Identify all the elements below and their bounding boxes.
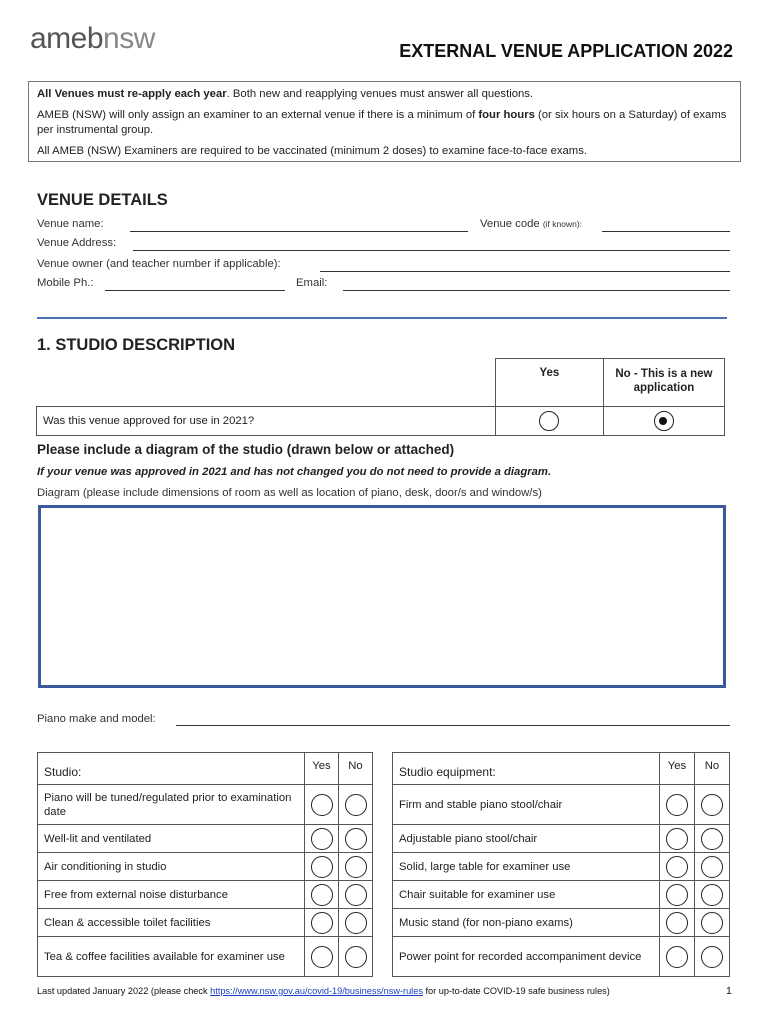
- equipment-no-cell: [695, 853, 730, 881]
- intro-line-3: All AMEB (NSW) Examiners are required to be vaccinated (minimum 2 doses) to examine face-to-face exams.: [37, 145, 587, 157]
- studio-row: [38, 881, 373, 909]
- section-divider: [37, 317, 727, 319]
- email-label: Email:: [296, 277, 328, 289]
- venue-code-text: Venue code: [480, 218, 540, 230]
- equipment-yes-radio[interactable]: [666, 794, 688, 816]
- covid-rules-link[interactable]: https://www.nsw.gov.au/covid-19/business/nsw-rules: [210, 986, 423, 996]
- studio-no-radio[interactable]: [345, 946, 367, 968]
- studio-yes-cell: [305, 937, 339, 977]
- page-title: EXTERNAL VENUE APPLICATION 2022: [399, 41, 733, 61]
- equipment-no-cell: [695, 825, 730, 853]
- equipment-yes-radio[interactable]: [666, 912, 688, 934]
- equipment-no-cell: [695, 881, 730, 909]
- venue-owner-label: Venue owner (and teacher number if applicable):: [37, 258, 281, 270]
- approval-question: Was this venue approved for use in 2021?: [37, 407, 496, 436]
- equipment-no-radio[interactable]: [701, 884, 723, 906]
- equipment-item-label: Firm and stable piano stool/chair: [393, 785, 660, 825]
- venue-address-label: Venue Address:: [37, 237, 117, 249]
- venue-name-label: Venue name:: [37, 218, 104, 230]
- intro-line-2-a: AMEB (NSW) will only assign an examiner to an external venue if there is a minimum of: [37, 109, 479, 121]
- equipment-no-header: No: [695, 753, 730, 785]
- equipment-row: [393, 909, 730, 937]
- equipment-item-label: Power point for recorded accompaniment device: [393, 937, 660, 977]
- studio-row: [38, 785, 373, 825]
- studio-no-radio[interactable]: [345, 856, 367, 878]
- studio-checklist-title: Studio:: [38, 753, 305, 785]
- email-field[interactable]: [343, 290, 730, 291]
- approval-no-radio[interactable]: [654, 411, 674, 431]
- studio-no-cell: [339, 881, 373, 909]
- studio-description-heading: 1. STUDIO DESCRIPTION: [37, 336, 236, 354]
- equipment-no-radio[interactable]: [701, 794, 723, 816]
- approval-yes-cell: [495, 407, 603, 436]
- studio-item-label: Well-lit and ventilated: [38, 825, 305, 853]
- equipment-row: [393, 785, 730, 825]
- mobile-label: Mobile Ph.:: [37, 277, 94, 289]
- studio-no-radio[interactable]: [345, 828, 367, 850]
- equipment-yes-cell: [660, 853, 695, 881]
- studio-yes-cell: [305, 881, 339, 909]
- studio-item-label: Air conditioning in studio: [38, 853, 305, 881]
- venue-name-field[interactable]: [130, 231, 468, 232]
- equipment-item-label: Adjustable piano stool/chair: [393, 825, 660, 853]
- studio-no-radio[interactable]: [345, 884, 367, 906]
- logo-ameb: ameb: [30, 22, 104, 55]
- equipment-no-radio[interactable]: [701, 828, 723, 850]
- equipment-yes-cell: [660, 881, 695, 909]
- equipment-yes-radio[interactable]: [666, 946, 688, 968]
- approval-yes-radio[interactable]: [539, 411, 559, 431]
- intro-four-hours: four hours: [478, 109, 535, 121]
- studio-item-label: Free from external noise disturbance: [38, 881, 305, 909]
- page-number: 1: [726, 985, 732, 997]
- logo-nsw: nsw: [103, 22, 155, 55]
- equipment-yes-header: Yes: [660, 753, 695, 785]
- equipment-row: [393, 937, 730, 977]
- studio-yes-cell: [305, 785, 339, 825]
- diagram-drawing-area[interactable]: [38, 505, 726, 688]
- equipment-yes-cell: [660, 785, 695, 825]
- venue-code-field[interactable]: [602, 231, 730, 232]
- equipment-no-radio[interactable]: [701, 856, 723, 878]
- studio-yes-radio[interactable]: [311, 856, 333, 878]
- studio-no-radio[interactable]: [345, 794, 367, 816]
- col-yes-header: Yes: [495, 359, 603, 407]
- studio-no-cell: [339, 937, 373, 977]
- equipment-yes-cell: [660, 825, 695, 853]
- mobile-field[interactable]: [105, 290, 285, 291]
- studio-yes-radio[interactable]: [311, 884, 333, 906]
- studio-checklist: [37, 752, 373, 977]
- equipment-yes-radio[interactable]: [666, 828, 688, 850]
- studio-row: [38, 825, 373, 853]
- approval-table: [36, 358, 725, 436]
- venue-code-label: [480, 218, 582, 230]
- approval-table-blank: [37, 359, 496, 407]
- equipment-no-cell: [695, 909, 730, 937]
- venue-address-field[interactable]: [133, 250, 730, 251]
- studio-item-label: Piano will be tuned/regulated prior to examination date: [38, 785, 305, 825]
- equipment-row: [393, 853, 730, 881]
- equipment-no-radio[interactable]: [701, 946, 723, 968]
- venue-details-heading: VENUE DETAILS: [37, 191, 168, 209]
- venue-owner-field[interactable]: [320, 271, 730, 272]
- piano-make-label: Piano make and model:: [37, 713, 156, 725]
- equipment-yes-radio[interactable]: [666, 884, 688, 906]
- studio-item-label: Clean & accessible toilet facilities: [38, 909, 305, 937]
- equipment-row: [393, 825, 730, 853]
- studio-yes-cell: [305, 909, 339, 937]
- studio-row: [38, 853, 373, 881]
- intro-line-2-b: (or six hours on a Saturday) of exams per instrumental group.: [37, 109, 727, 136]
- diagram-note: If your venue was approved in 2021 and has not changed you do not need to provide a diagram.: [37, 466, 552, 478]
- studio-row: [38, 937, 373, 977]
- studio-no-radio[interactable]: [345, 912, 367, 934]
- equipment-checklist-title: Studio equipment:: [393, 753, 660, 785]
- equipment-no-radio[interactable]: [701, 912, 723, 934]
- intro-line-1-rest: . Both new and reapplying venues must answer all questions.: [226, 88, 534, 100]
- studio-yes-radio[interactable]: [311, 946, 333, 968]
- footer-text-a: Last updated January 2022 (please check: [37, 986, 211, 996]
- studio-no-cell: [339, 785, 373, 825]
- equipment-row: [393, 881, 730, 909]
- equipment-yes-radio[interactable]: [666, 856, 688, 878]
- intro-reapply-emphasis: All Venues must re-apply each year: [37, 88, 227, 100]
- studio-item-label: Tea & coffee facilities available for examiner use: [38, 937, 305, 977]
- studio-yes-radio[interactable]: [311, 828, 333, 850]
- footer-note: [37, 986, 610, 996]
- studio-yes-header: Yes: [305, 753, 339, 785]
- studio-no-cell: [339, 909, 373, 937]
- intro-notice: [28, 81, 741, 162]
- equipment-item-label: Music stand (for non-piano exams): [393, 909, 660, 937]
- equipment-yes-cell: [660, 909, 695, 937]
- studio-yes-cell: [305, 825, 339, 853]
- equipment-item-label: Solid, large table for examiner use: [393, 853, 660, 881]
- approval-no-cell: [603, 407, 724, 436]
- studio-no-cell: [339, 853, 373, 881]
- studio-row: [38, 909, 373, 937]
- footer-text-b: for up-to-date COVID-19 safe business rules): [422, 986, 610, 996]
- equipment-no-cell: [695, 937, 730, 977]
- diagram-hint: Diagram (please include dimensions of room as well as location of piano, desk, door/s and window/s): [37, 487, 542, 499]
- studio-no-header: No: [339, 753, 373, 785]
- studio-yes-cell: [305, 853, 339, 881]
- studio-no-cell: [339, 825, 373, 853]
- equipment-item-label: Chair suitable for examiner use: [393, 881, 660, 909]
- equipment-no-cell: [695, 785, 730, 825]
- venue-code-hint: (if known):: [542, 219, 583, 229]
- studio-yes-radio[interactable]: [311, 912, 333, 934]
- studio-equipment-checklist: [392, 752, 730, 977]
- col-no-header: No - This is a new application: [603, 359, 724, 407]
- intro-line-2: [37, 108, 732, 138]
- diagram-heading: Please include a diagram of the studio (drawn below or attached): [37, 442, 455, 457]
- piano-make-field[interactable]: [176, 725, 730, 726]
- intro-line-1: [37, 87, 732, 102]
- studio-yes-radio[interactable]: [311, 794, 333, 816]
- equipment-yes-cell: [660, 937, 695, 977]
